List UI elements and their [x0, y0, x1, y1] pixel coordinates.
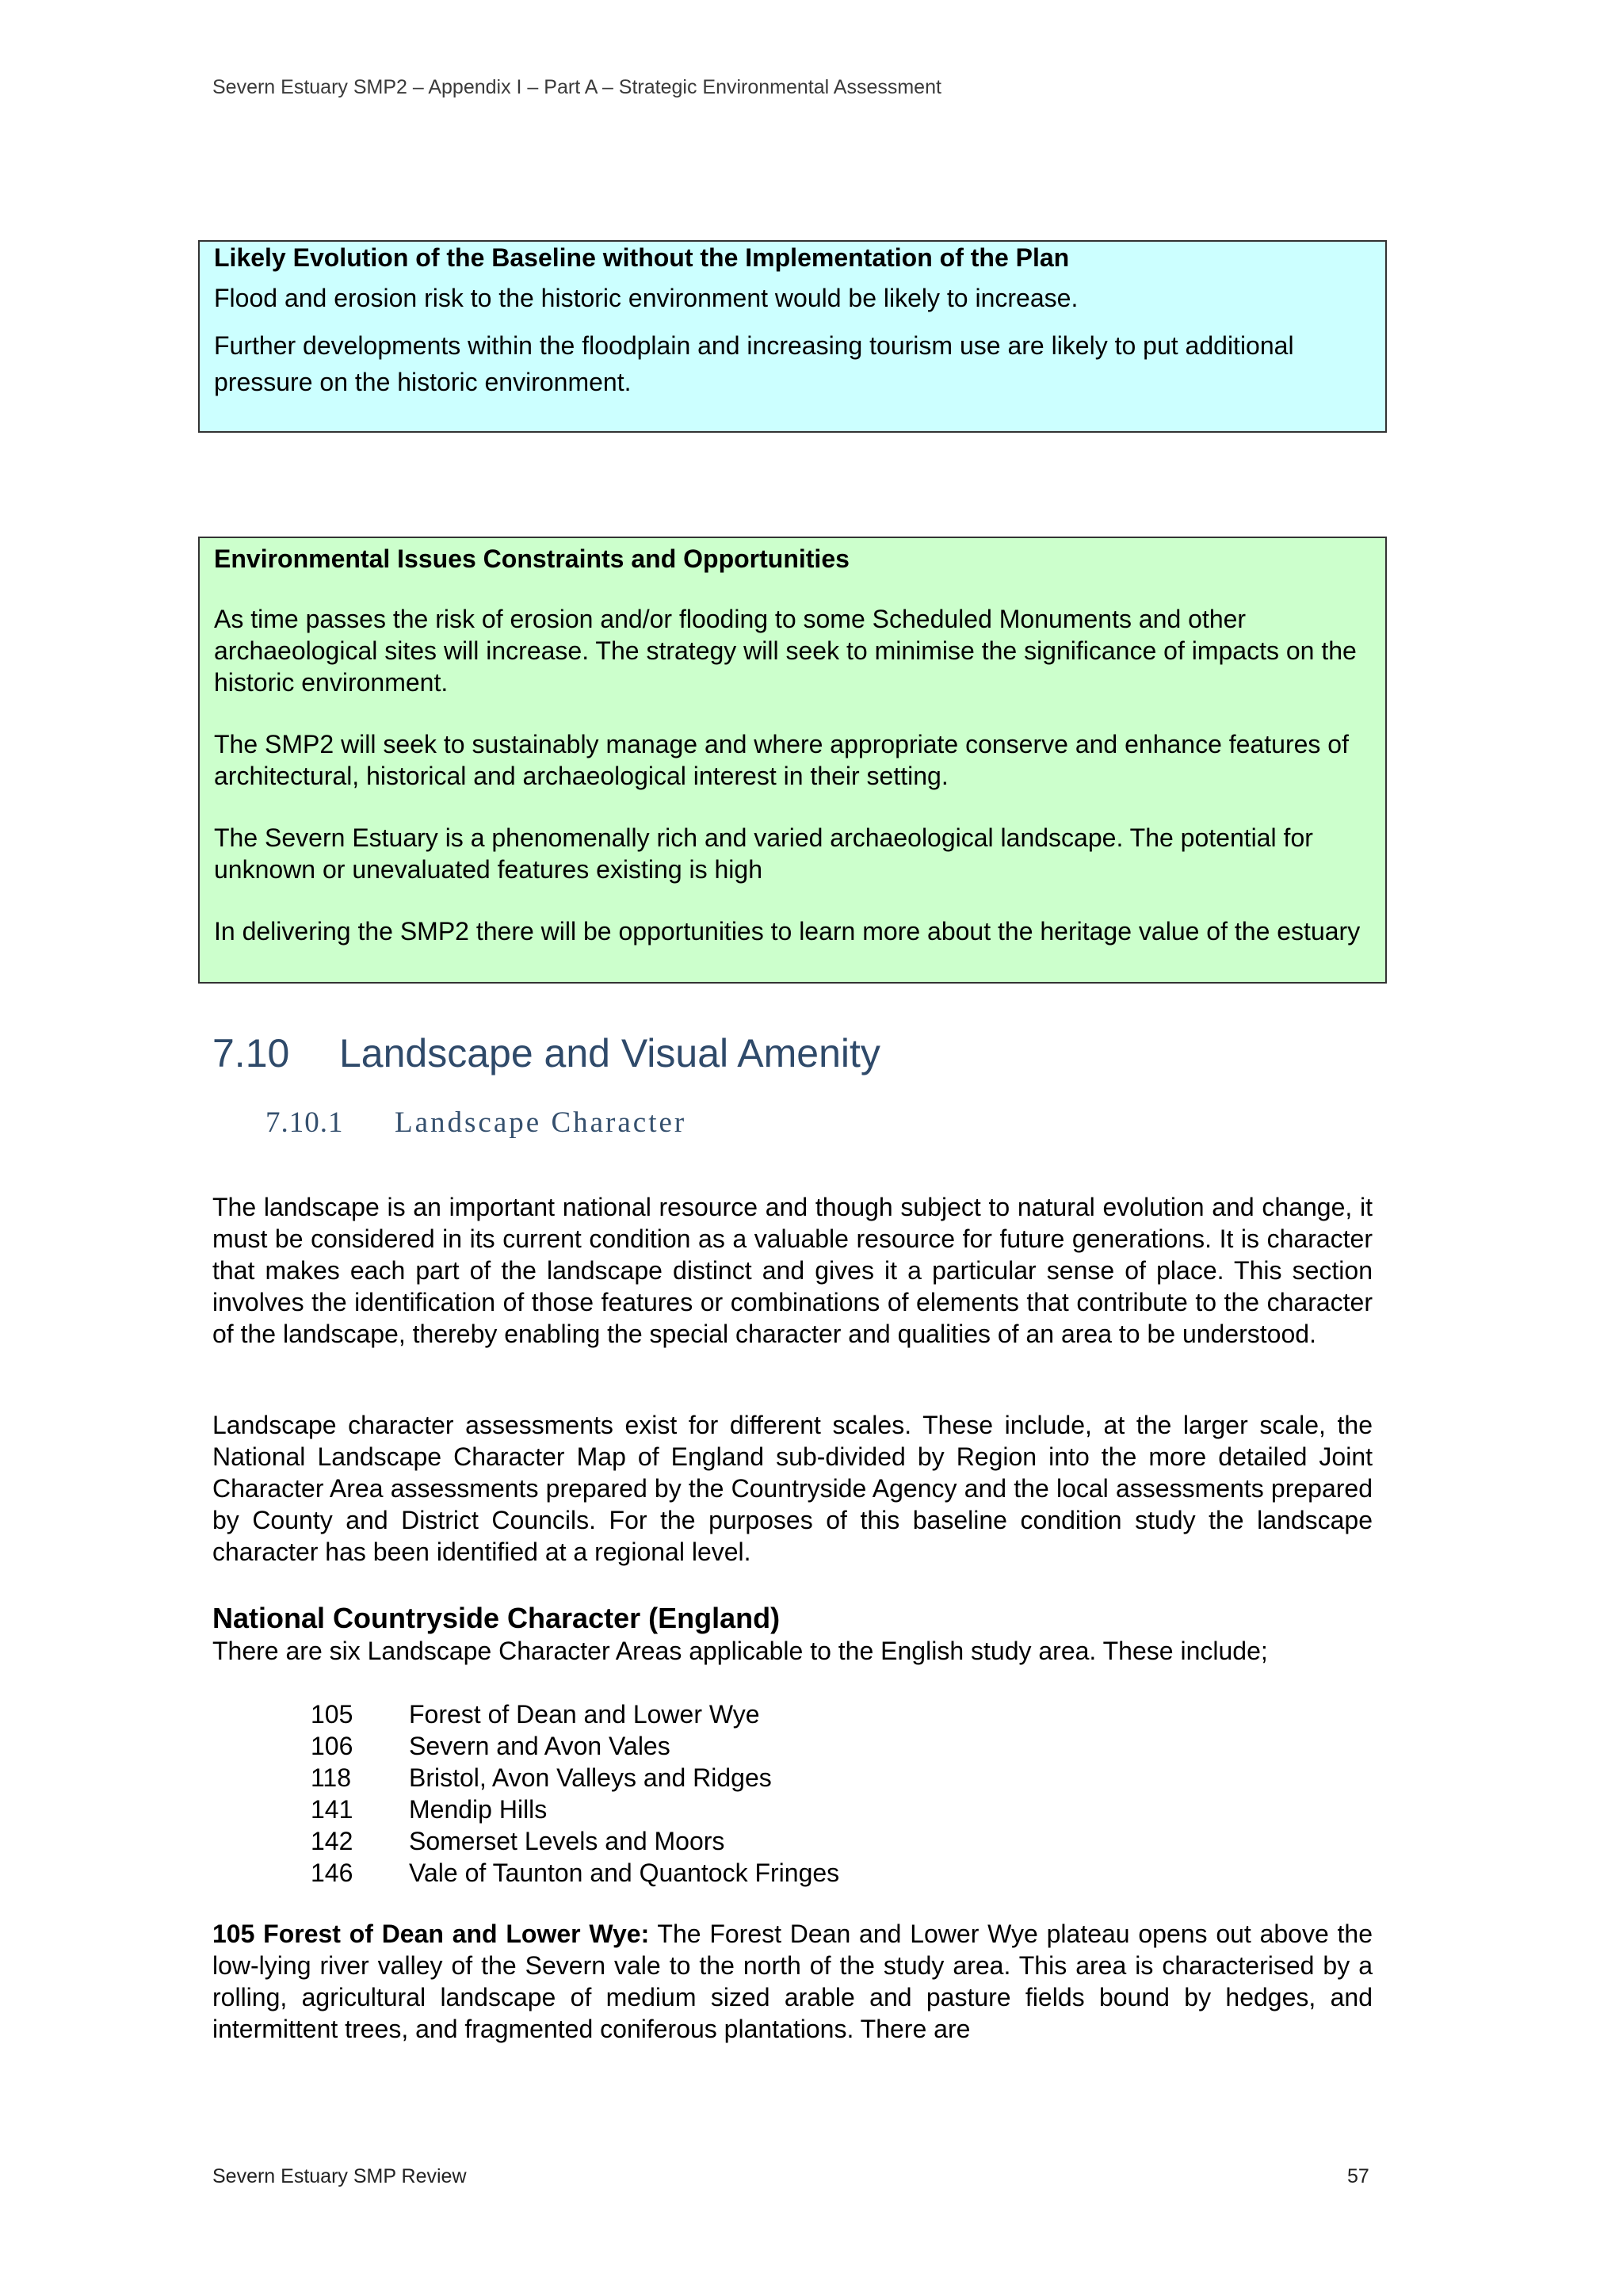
- list-item: [311, 1794, 839, 1825]
- body-paragraph: [212, 1918, 1373, 2045]
- area-code: 146: [311, 1859, 353, 1887]
- issues-box-paragraph: In delivering the SMP2 there will be opportunities to learn more about the heritage value of the estuary: [214, 917, 1361, 946]
- national-character-subheading: National Countryside Character (England): [212, 1602, 781, 1634]
- baseline-box-title: Likely Evolution of the Baseline without the Implementation of the Plan: [214, 243, 1070, 272]
- footer-title: Severn Estuary SMP Review: [212, 2165, 467, 2187]
- area-code: 105: [311, 1700, 353, 1729]
- list-item: [311, 1857, 839, 1889]
- running-header: Severn Estuary SMP2 – Appendix I – Part A – Strategic Environmental Assessment: [212, 76, 941, 98]
- area-name: Somerset Levels and Moors: [409, 1827, 725, 1855]
- list-item: [311, 1762, 839, 1794]
- area-code: 142: [311, 1827, 353, 1855]
- baseline-evolution-box: [198, 240, 1387, 433]
- issues-box-paragraph: As time passes the risk of erosion and/or flooding to some Scheduled Monuments and other archaeological sites will increase. The strategy will seek to minimise the significance of impacts on the historic environment.: [214, 605, 1357, 697]
- area-code: 141: [311, 1795, 353, 1824]
- issues-box-paragraph: The Severn Estuary is a phenomenally rich and varied archaeological landscape. The potential for unknown or unevaluated features existing is high: [214, 823, 1313, 884]
- issues-box-paragraph: The SMP2 will seek to sustainably manage and where appropriate conserve and enhance features of architectural, historical and archaeological interest in their setting.: [214, 730, 1349, 790]
- area-code: 118: [311, 1763, 352, 1792]
- area-name: Bristol, Avon Valleys and Ridges: [409, 1763, 772, 1792]
- baseline-box-paragraph: Flood and erosion risk to the historic environment would be likely to increase.: [214, 284, 1079, 312]
- section-title: Landscape and Visual Amenity: [339, 1031, 880, 1075]
- section-number: 7.10: [212, 1031, 290, 1075]
- area-name: Mendip Hills: [409, 1795, 548, 1824]
- area-code: 106: [311, 1732, 353, 1760]
- subsection-number: 7.10.1: [265, 1106, 344, 1139]
- section-heading: [212, 1030, 880, 1076]
- areas-intro: There are six Landscape Character Areas applicable to the English study area. These include;: [212, 1637, 1268, 1665]
- body-paragraph: Landscape character assessments exist for different scales. These include, at the larger scale, the National Landscape Character Map of England sub-divided by Region into the more detailed Joint Character Area assessments prepared by the Countryside Agency and the local assessments prepared by County and District Councils. For the purposes of this baseline condition study the landscape character has been identified at a regional level.: [212, 1411, 1373, 1566]
- environmental-issues-box: [198, 537, 1387, 984]
- issues-box-title: Environmental Issues Constraints and Opportunities: [214, 544, 850, 573]
- page-number: 57: [1347, 2165, 1369, 2187]
- subsection-title: Landscape Character: [395, 1106, 687, 1139]
- list-item: [311, 1698, 839, 1730]
- paragraph-text: The Forest Dean and Lower Wye plateau opens out above the low-lying river valley of the Severn vale to the north of the study area. This area is characterised by a rolling, agricultural landscape of medium sized arable and pasture fields bound by hedges, and intermittent trees, and fragmented coniferous plantations. There are: [212, 1920, 1373, 2043]
- area-name: Severn and Avon Vales: [409, 1732, 670, 1760]
- character-areas-list: [311, 1698, 839, 1889]
- baseline-box-paragraph: Further developments within the floodplain and increasing tourism use are likely to put additional pressure on the historic environment.: [214, 331, 1294, 396]
- list-item: [311, 1825, 839, 1857]
- paragraph-lead: 105 Forest of Dean and Lower Wye:: [212, 1920, 650, 1948]
- area-name: Forest of Dean and Lower Wye: [409, 1700, 760, 1729]
- area-name: Vale of Taunton and Quantock Fringes: [409, 1859, 840, 1887]
- body-paragraph: The landscape is an important national resource and though subject to natural evolution and change, it must be considered in its current condition as a valuable resource for future generations. It is character that makes each part of the landscape distinct and gives it a particular sense of place. This section involves the identification of those features or combinations of elements that contribute to the character of the landscape, thereby enabling the special character and qualities of an area to be understood.: [212, 1193, 1373, 1348]
- subsection-heading: [265, 1106, 686, 1140]
- list-item: [311, 1730, 839, 1762]
